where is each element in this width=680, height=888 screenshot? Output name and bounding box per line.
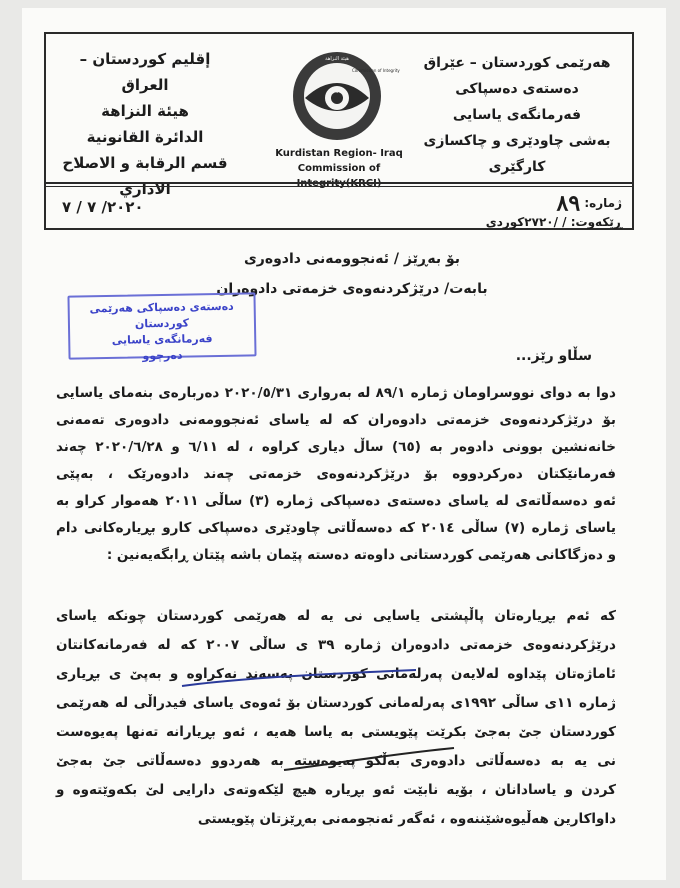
paragraph-line: بۆ درێژکردنەوەی خزمەتی دادوەران کە لە یاسای ئەنجوومەنی دادوەری تەمەنی xyxy=(56,412,616,428)
number-value: ٨٩ xyxy=(556,190,581,217)
seal-ring-text: هيئة النزاهة xyxy=(325,56,349,62)
paragraph-line: نی یە بە دەسەڵاتی دادوەری بەڵکو پەیوەستە بە هەردوو دەسەڵاتی جێ بەجێ xyxy=(56,753,616,769)
logo-caption-commission: Commission of Integrity(KRCI) xyxy=(296,163,382,189)
letterhead-frame xyxy=(44,32,634,230)
header-divider xyxy=(46,182,632,184)
header-right-line4: بەشی چاودێری و چاکسازی xyxy=(423,133,611,149)
stamp-line1: دەستەی دەسپاکی هەرێمی کوردستان xyxy=(89,299,234,331)
paragraph-line: و دەزگاکانی هەرێمی کوردستانی داوەتە دەستە پێمان باشە پێتان ڕابگەیەنین : xyxy=(106,547,616,563)
header-right-line3: فەرمانگەی یاسایی xyxy=(452,107,582,123)
date-value: / /٢٧٢٠كوردی xyxy=(485,214,567,229)
reference-block xyxy=(485,190,622,231)
outgoing-stamp xyxy=(67,292,256,363)
handwritten-underline-1 xyxy=(180,668,420,692)
handwritten-underline-2 xyxy=(282,744,458,774)
paragraph-line: دوا بە دوای نووسراومان ژمارە ٨٩/١ لە بەرواری ٢٠٢٠/٥/٣١ دەربارەی بنەمای یاسایی xyxy=(56,385,616,401)
paragraph-2 xyxy=(56,602,616,834)
number-label: ژمارە: xyxy=(584,196,622,210)
paragraph-line: کردن و یاسادانان ، بۆیە نابێت ئەو بڕیارە هیچ لێکەوتەی دارایی لێ بکەوێتەوە و xyxy=(56,782,616,798)
paragraph-line: کوردستان جێ بەجێ بکرێت پێویستی بە یاسا هەیە ، ئەو بڕیارانە تەنها پەیوەست xyxy=(56,724,616,740)
logo-caption-region: Kurdistan Region- Iraq xyxy=(275,148,403,159)
document-page xyxy=(22,8,666,880)
header-left-line4: قسم الرقابة و الاصلاح xyxy=(62,154,228,172)
paragraph-line: کە ئەم بڕیارەتان پاڵپشتی یاسایی نی یە لە هەرێمی کوردستان چونکە یاسای xyxy=(56,608,616,624)
seal-inner-text: Commission of Integrity xyxy=(352,68,400,73)
paragraph-line: ئاماژەتان پێداوە لەلایەن پەرلەمانی کوردستان پەسەند نەکراوە و بەپێ ی بڕیاری xyxy=(56,666,616,682)
stamp-line2: فەرمانگەی یاسایی xyxy=(111,332,213,347)
header-divider-thin xyxy=(46,186,632,187)
paragraph-line: داواکارین هەڵیوەشێننەوە ، ئەگەر ئەنجومەنی بەڕێزتان پێویستی xyxy=(197,811,616,827)
paragraph-line: خانەنشین بوونی دادوەر بە (٦٥) ساڵ دیاری کراوە ، لە ٦/١١ و ٢٠٢٠/٦/٢٨ چەند xyxy=(56,439,617,455)
paragraph-line: درێژکردنەوەی خزمەتی دادوەران ژمارە ٣٩ ی ساڵی ٢٠٠٧ کە لە فەرمانەکانتان xyxy=(56,637,616,653)
paragraph-line: فەرمانێکتان دەرکردووە بۆ درێژکردنەوەی خزمەتی چەند دادوەرێک ، بەپێی xyxy=(56,466,616,482)
date-label: ڕێکەوت: xyxy=(570,214,622,229)
header-left-line2: هيئة النزاهة xyxy=(101,102,189,120)
paragraph-line: ئەو دەسەڵاتەی لە یاسای دەستەی دەسپاکی ژمارە (٣) ساڵی ٢٠١١ هەموار کراو بە xyxy=(56,493,616,509)
paragraph-1 xyxy=(56,380,616,569)
stamp-line3: دەرچوو xyxy=(142,348,183,363)
greeting: سڵاو رێز... xyxy=(515,348,592,364)
header-right-line2: دەستەی دەسپاکی xyxy=(455,81,579,97)
logo-caption xyxy=(272,146,406,191)
header-left-line3: الدائرة القانونية xyxy=(86,128,204,146)
addressee-subject: بابەت/ درێژکردنەوەی خزمەتی دادوەران xyxy=(216,281,488,297)
eye-seal-icon xyxy=(272,48,402,148)
addressee-to: بۆ بەڕێز / ئەنجوومەنی دادوەری xyxy=(243,251,461,267)
header-right-line5: کارگێری xyxy=(488,159,546,175)
header-right-line1: هەرێمی کوردستان – عێراق xyxy=(423,55,611,71)
paragraph-line: یاسای ژمارە (٧) ساڵی ٢٠١٤ کە دەسەڵاتی چاودێری دەسپاکی کارو بڕیارەکانی دام xyxy=(56,520,616,536)
letterhead-arabic xyxy=(60,46,230,202)
letterhead-kurdish xyxy=(412,50,622,180)
header-left-line5: الاداري xyxy=(119,180,171,198)
paragraph-line: ژمارە ١١ی ساڵی ١٩٩٢ی پەرلەمانی کوردستان بۆ ئەوەی یاسای فیدراڵی لە هەرێمی xyxy=(56,695,616,711)
gregorian-date: ٢٠٢٠/ ٧ / ٧ xyxy=(62,198,144,216)
header-left-line1: إقليم كوردستان – العراق xyxy=(79,50,211,94)
